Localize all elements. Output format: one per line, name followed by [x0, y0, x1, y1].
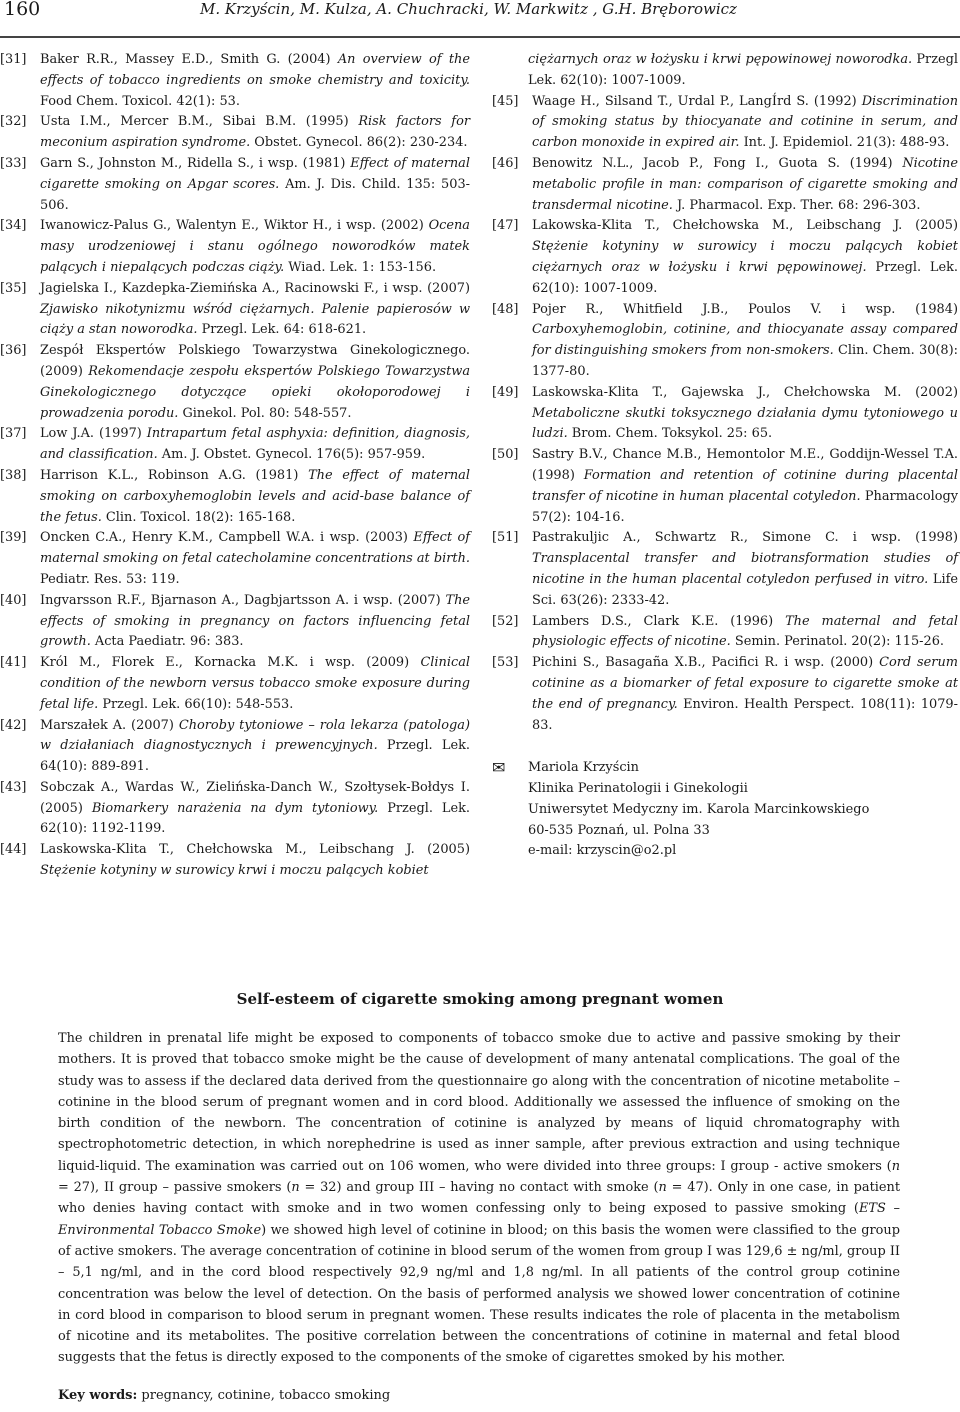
reference-title: Carboxyhemoglobin, cotinine, and thiocyanate assay compared for distinguishing smokers from non-smokers. [532, 322, 958, 359]
reference-number: [34] [0, 218, 27, 234]
reference-continuation [492, 50, 958, 92]
abstract-text: = 32) and group III – having no contact with smoke ( [299, 1180, 659, 1196]
reference-text [532, 445, 958, 528]
reference-source: J. Pharmacol. Exp. Ther. 68: 296-303. [672, 197, 921, 213]
reference-number: [50] [492, 447, 519, 463]
abstract-n: n [658, 1180, 667, 1196]
reference-text [40, 778, 470, 840]
reference-item [0, 840, 470, 882]
reference-source: Clin. Chem. 30(8): 1377-80. [532, 343, 958, 379]
contact-line: e-mail: krzyscin@o2.pl [528, 843, 677, 859]
reference-item [492, 216, 958, 299]
reference-text [40, 341, 470, 424]
reference-authors: Low J.A. (1997) [40, 426, 147, 442]
reference-number: [31] [0, 52, 27, 67]
reference-item [0, 591, 470, 653]
running-authors: M. Krzyścin, M. Kulza, A. Chuchracki, W. Markwitz , G.H. Bręborowicz [200, 0, 737, 18]
reference-text [532, 154, 958, 216]
abstract-text: = 27), II group – passive smokers ( [58, 1180, 292, 1196]
references-left-column [0, 50, 470, 882]
reference-item [0, 778, 470, 840]
reference-item [492, 612, 958, 654]
reference-item [492, 445, 958, 528]
reference-source: Brom. Chem. Toksykol. 25: 65. [567, 426, 773, 442]
reference-text [40, 50, 470, 112]
reference-authors: Oncken C.A., Henry K.M., Campbell W.A. i wsp. (2003) [40, 530, 414, 546]
reference-item [0, 653, 470, 715]
reference-number: [49] [492, 384, 519, 400]
reference-authors: Waage H., Silsand T., Urdal P., LangÍrd S. (1992) [532, 93, 862, 109]
reference-authors: Harrison K.L., Robinson A.G. (1981) [40, 467, 309, 483]
reference-title: An overview of the effects of tobacco ingredients on smoke chemistry and toxicity. [40, 52, 470, 88]
reference-item [0, 716, 470, 778]
reference-title: Stężenie kotyniny w surowicy i moczu palących kobiet ciężarnych oraz w łożysku i krwi pępowinowej. [532, 239, 958, 275]
reference-number: [35] [0, 280, 27, 296]
reference-item [492, 383, 958, 445]
keywords [58, 1388, 390, 1403]
reference-authors: Pichini S., Basagaña X.B., Pacifici R. i wsp. (2000) [532, 655, 880, 671]
reference-source: Ginekol. Pol. 80: 548-557. [178, 405, 352, 421]
reference-text [532, 92, 958, 154]
reference-text [40, 716, 470, 778]
reference-authors: Benowitz N.L., Jacob P., Fong I., Guota S. (1994) [532, 155, 903, 171]
reference-item [492, 92, 958, 154]
reference-source: Life Sci. 63(26): 2333-42. [532, 571, 958, 608]
reference-title: Transplacental transfer and biotransformation studies of nicotine in the human placental cotyledon perfused in vitro. [532, 551, 958, 587]
reference-text [40, 466, 470, 528]
reference-number: [52] [492, 613, 519, 629]
reference-title: Formation and retention of cotinine during placental transfer of nicotine in human placental cotyledon. [532, 467, 958, 504]
reference-authors: Ingvarsson R.F., Bjarnason A., Dagbjartsson A. i wsp. (2007) [40, 592, 446, 608]
reference-item [0, 424, 470, 466]
reference-text [40, 653, 470, 715]
reference-authors: Sastry B.V., Chance M.B., Hemontolor M.E., Goddijn-Wessel T.A. (1998) [532, 447, 958, 483]
reference-item [0, 154, 470, 216]
reference-authors: Usta I.M., Mercer B.M., Sibai B.M. (1995) [40, 114, 359, 130]
reference-item [492, 653, 958, 736]
reference-authors: Jagielska I., Kazdepka-Ziemińska A., Racinowski F., i wsp. (2007) [40, 280, 470, 296]
reference-title: Clinical condition of the newborn versus tobacco smoke exposure during fetal life. [40, 655, 470, 712]
abstract-body [58, 1028, 900, 1369]
envelope-icon: ✉ [492, 758, 506, 778]
reference-source: Int. J. Epidemiol. 21(3): 488-93. [739, 135, 950, 151]
reference-text [532, 216, 958, 299]
reference-title: Nicotine metabolic profile in man: comparison of cigarette smoking and transdermal nicotine. [532, 155, 958, 213]
reference-item [0, 528, 470, 590]
reference-number: [37] [0, 426, 27, 442]
reference-text [40, 424, 470, 466]
reference-text [40, 112, 470, 154]
reference-item [0, 50, 470, 112]
reference-text [40, 216, 470, 278]
reference-item [0, 279, 470, 341]
abstract-text: The children in prenatal life might be exposed to components of tobacco smoke due to active and passive smoking by their mothers. It is proved that tobacco smoke might be the cause of development of many antenatal complications. The goal of the study was to assess if the declared data derived from the questionnaire go along with the concentration of nicotine metabolite – cotinine in the blood serum of pregnant women and in cord blood. Additionally we assessed the influence of smoking on the birth condition of the newborn. The concentration of cotinine is analyzed by means of liquid chromatography with spectrophotometric detection, in which norephedrine is used as inner sample, after previous extraction and using technique liquid-liquid. The examination was carried out on 106 women, who were divided into three groups: I group - active smokers ( [58, 1031, 900, 1174]
page-header [0, 0, 960, 38]
reference-text [532, 653, 958, 736]
reference-source: Przegl. Lek. 62(10): 1007-1009. [532, 259, 958, 296]
reference-title: The effects of smoking in pregnancy on factors influencing fetal growth. [40, 592, 470, 650]
contact-line: Klinika Perinatologii i Ginekologii [528, 781, 748, 797]
abstract-n: n [291, 1180, 300, 1196]
reference-source: Acta Paediatr. 96: 383. [90, 634, 244, 650]
reference-authors: Sobczak A., Wardas W., Zielińska-Danch W., Szołtysek-Bołdys I. (2005) [40, 779, 470, 816]
abstract-n: n [891, 1158, 900, 1174]
reference-number: [36] [0, 343, 27, 359]
reference-text [40, 528, 470, 590]
reference-source: Am. J. Obstet. Gynecol. 176(5): 957-959. [157, 447, 426, 463]
reference-title: Stężenie kotyniny w surowicy krwi i moczu palących kobiet [40, 863, 429, 879]
abstract-ets: ETS – Environmental Tobacco Smoke [58, 1201, 900, 1238]
reference-number: [43] [0, 779, 27, 795]
reference-text [40, 279, 470, 341]
reference-title: Cord serum cotinine as a biomarker of fetal exposure to cigarette smoke at the end of pregnancy. [532, 655, 958, 712]
reference-title: Choroby tytoniowe – rola lekarza (patologa) w działaniach diagnostycznych i prewencyjnych. [40, 717, 470, 754]
reference-authors: Marszałek A. (2007) [40, 717, 179, 733]
reference-authors: Iwanowicz-Palus G., Walentyn E., Wiktor H., i wsp. (2002) [40, 218, 429, 234]
reference-source: Przegl. Lek. 62(10): 1192-1199. [40, 800, 470, 837]
reference-title: Risk factors for meconium aspiration syndrome. [40, 114, 470, 151]
reference-item [492, 300, 958, 383]
keywords-text: pregnancy, cotinine, tobacco smoking [137, 1388, 391, 1403]
reference-number: [51] [492, 530, 519, 546]
reference-authors: Pastrakuljic A., Schwartz R., Simone C. i wsp. (1998) [532, 530, 958, 546]
reference-source: Environ. Health Perspect. 108(11): 1079-83. [532, 696, 958, 733]
reference-title: Biomarkery narażenia na dym tytoniowy. [91, 800, 379, 816]
reference-text [532, 528, 958, 611]
reference-title: Zjawisko nikotynizmu wśród ciężarnych. Palenie papierosów w ciąży a stan noworodka. [40, 301, 470, 338]
reference-title: Intrapartum fetal asphyxia: definition, diagnosis, and classification. [40, 426, 470, 463]
contact-line: Uniwersytet Medyczny im. Karola Marcinkowskiego [528, 801, 870, 817]
reference-source: Obstet. Gynecol. 86(2): 230-234. [250, 135, 468, 151]
reference-item [0, 466, 470, 528]
reference-title: Rekomendacje zespołu ekspertów Polskiego Towarzystwa Ginekologicznego dotyczące opieki okołoporodowej i prowadzenia porodu. [40, 363, 471, 421]
references-right-column [492, 50, 958, 862]
reference-source: Food Chem. Toxicol. 42(1): 53. [40, 93, 240, 109]
contact-line: 60-535 Poznań, ul. Polna 33 [528, 822, 710, 838]
reference-title: Discrimination of smoking status by thiocyanate and cotinine in serum, and carbon monoxide in expired air. [532, 93, 958, 151]
reference-text [40, 154, 470, 216]
reference-text [532, 300, 958, 383]
reference-item [0, 216, 470, 278]
reference-source: Semin. Perinatol. 20(2): 115-26. [730, 634, 944, 650]
reference-authors: Baker R.R., Massey E.D., Smith G. (2004) [40, 52, 338, 67]
reference-source: Wiad. Lek. 1: 153-156. [284, 259, 437, 275]
reference-number: [44] [0, 842, 27, 858]
reference-source: Przegl. Lek. 66(10): 548-553. [98, 696, 294, 712]
reference-authors: Laskowska-Klita T., Chełchowska M., Leibschang J. (2005) [40, 842, 470, 858]
reference-source: Przegl. Lek. 64: 618-621. [197, 322, 367, 338]
page-number: 160 [4, 0, 41, 20]
reference-authors: Lakowska-Klita T., Chełchowska M., Leibschang J. (2005) [532, 218, 958, 234]
reference-number: [40] [0, 592, 27, 608]
reference-source: Przegl. Lek. 64(10): 889-891. [40, 738, 470, 775]
reference-title: Ocena masy urodzeniowej i stanu ogólnego noworodków matek palących i niepalących podczas ciąży. [40, 218, 470, 275]
reference-number: [42] [0, 717, 27, 733]
reference-number: [41] [0, 655, 27, 671]
abstract-text: ) we showed high level of cotinine in blood; on this basis the women were classified to the group of active smokers. The average concentration of cotinine in blood serum of the women from group I was 129,6 ± ng/ml, group II – 5,1 ng/ml, and in the cord blood respectively 92,9 ng/ml and 1,8 ng/ml. In all patients of the control group cotinine concentration was below the level of detection. On the basis of performed analysis we showed lower concentration of cotinine in cord blood in comparison to blood serum in pregnant women. These results indicates the role of placenta in the metabolism of nicotine and its metabolites. The positive correlation between the concentrations of cotinine in maternal and fetal blood suggests that the fetus is directly exposed to the components of the smoke of cigarettes smoked by his mother. [58, 1222, 900, 1366]
reference-number: [53] [492, 655, 519, 671]
reference-authors: Zespół Ekspertów Polskiego Towarzystwa Ginekologicznego. (2009) [40, 343, 470, 379]
reference-source: Clin. Toxicol. 18(2): 165-168. [101, 509, 296, 525]
reference-item [492, 528, 958, 611]
reference-item [492, 154, 958, 216]
reference-number: [39] [0, 530, 27, 546]
reference-text [40, 840, 470, 882]
reference-title: Effect of maternal cigarette smoking on Apgar scores. [40, 155, 470, 192]
reference-authors: Pojer R., Whitfield J.B., Poulos V. i wsp. (1984) [532, 301, 958, 317]
reference-title: The maternal and fetal physiologic effects of nicotine. [532, 613, 958, 650]
reference-authors: Garn S., Johnston M., Ridella S., i wsp. (1981) [40, 155, 351, 171]
reference-title: Metaboliczne skutki toksycznego działania dymu tytoniowego u ludzi. [532, 405, 958, 442]
abstract-text: = 47). Only in one case, in patient who denies having contact with smoke and in two women confessing only to being exposed to passive smoking ( [58, 1180, 901, 1217]
reference-title: Effect of maternal smoking on fetal catecholamine concentrations at birth. [40, 530, 470, 567]
reference-text [532, 383, 958, 445]
reference-item [0, 112, 470, 154]
reference-text [40, 591, 470, 653]
reference-authors: Król M., Florek E., Kornacka M.K. i wsp. (2009) [40, 655, 421, 671]
correspondence-block [492, 758, 958, 862]
reference-source: Przegl Lek. 62(10): 1007-1009. [528, 52, 958, 88]
reference-title: The effect of maternal smoking on carboxyhemoglobin levels and acid-base balance of the fetus. [40, 467, 470, 525]
reference-authors: Lambers D.S., Clark K.E. (1996) [532, 613, 786, 629]
reference-number: [46] [492, 155, 519, 171]
reference-number: [45] [492, 93, 519, 109]
abstract-title: Self-esteem of cigarette smoking among pregnant women [236, 990, 724, 1008]
reference-number: [48] [492, 301, 519, 317]
reference-source: Pharmacology 57(2): 104-16. [532, 488, 958, 525]
reference-authors: Laskowska-Klita T., Gajewska J., Chełchowska M. (2002) [532, 384, 958, 400]
reference-number: [33] [0, 155, 27, 171]
reference-number: [32] [0, 114, 27, 130]
reference-title: ciężarnych oraz w łożysku i krwi pępowinowej noworodka. [528, 52, 913, 67]
reference-number: [38] [0, 467, 27, 483]
contact-line: Mariola Krzyścin [528, 760, 639, 776]
keywords-label: Key words: [58, 1388, 138, 1403]
reference-source: Am. J. Dis. Child. 135: 503-506. [40, 176, 471, 213]
reference-item [0, 341, 470, 424]
reference-text [532, 612, 958, 654]
reference-number: [47] [492, 218, 519, 234]
reference-source: Pediatr. Res. 53: 119. [40, 571, 180, 587]
